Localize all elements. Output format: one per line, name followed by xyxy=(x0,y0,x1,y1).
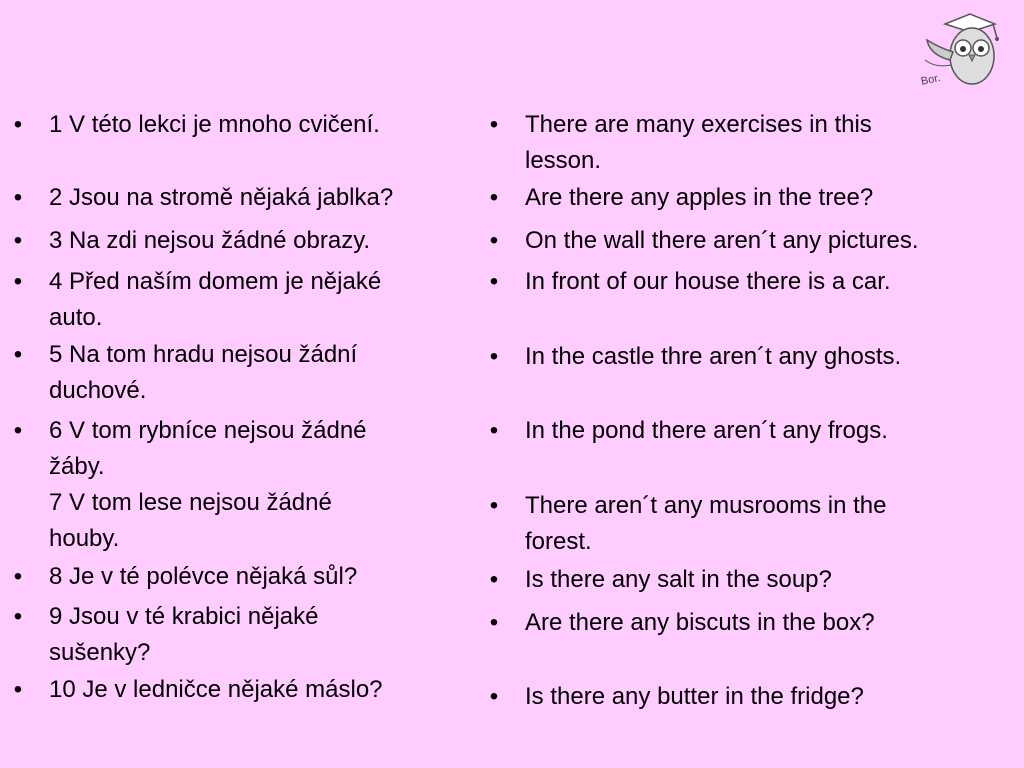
bullet-icon: • xyxy=(13,341,23,368)
czech-sentence-line: duchové. xyxy=(49,377,147,404)
czech-sentence-line: žáby. xyxy=(49,453,105,480)
bullet-icon: • xyxy=(489,227,499,254)
czech-sentence-line: 4 Před naším domem je nějaké xyxy=(49,268,382,295)
bullet-icon: • xyxy=(13,227,23,254)
czech-sentence-line: 10 Je v ledničce nějaké máslo? xyxy=(49,676,383,703)
czech-sentence-line: 1 V této lekci je mnoho cvičení. xyxy=(49,111,380,138)
bullet-icon: • xyxy=(13,111,23,138)
english-sentence-line: Are there any apples in the tree? xyxy=(525,184,874,211)
czech-sentence-line: 5 Na tom hradu nejsou žádní xyxy=(49,341,358,368)
bullet-icon: • xyxy=(489,417,499,444)
czech-sentence-line: 2 Jsou na stromě nějaká jablka? xyxy=(49,184,394,211)
bullet-icon: • xyxy=(489,492,499,519)
bullet-icon: • xyxy=(13,603,23,630)
czech-sentence-line: 7 V tom lese nejsou žádné xyxy=(49,489,332,516)
bullet-icon: • xyxy=(489,268,499,295)
english-sentence-line: There are many exercises in this xyxy=(525,111,872,138)
bullet-icon: • xyxy=(13,417,23,444)
bullet-icon: • xyxy=(13,184,23,211)
czech-sentence-line: 9 Jsou v té krabici nějaké xyxy=(49,603,319,630)
bullet-icon: • xyxy=(13,563,23,590)
bullet-icon: • xyxy=(489,683,499,710)
bullet-icon: • xyxy=(489,111,499,138)
english-sentence-line: In the castle thre aren´t any ghosts. xyxy=(525,343,902,370)
english-sentence-line: On the wall there aren´t any pictures. xyxy=(525,227,919,254)
english-sentence-line: Is there any butter in the fridge? xyxy=(525,683,864,710)
english-sentence-line: forest. xyxy=(525,528,592,555)
english-sentence-line: Are there any biscuts in the box? xyxy=(525,609,875,636)
czech-sentence-line: 8 Je v té polévce nějaká sůl? xyxy=(49,563,358,590)
bullet-icon: • xyxy=(489,343,499,370)
bullet-icon: • xyxy=(13,676,23,703)
czech-sentence-line: sušenky? xyxy=(49,639,151,666)
bullet-icon: • xyxy=(489,184,499,211)
bullet-icon: • xyxy=(489,609,499,636)
english-sentence-line: There aren´t any musrooms in the xyxy=(525,492,887,519)
english-sentence-line: In front of our house there is a car. xyxy=(525,268,891,295)
logo-signature: Bor. xyxy=(919,71,942,88)
owl-graduate-logo-icon xyxy=(915,10,1015,90)
czech-sentence-line: 3 Na zdi nejsou žádné obrazy. xyxy=(49,227,371,254)
czech-sentence-line: 6 V tom rybníce nejsou žádné xyxy=(49,417,367,444)
czech-sentence-line: houby. xyxy=(49,525,120,552)
english-sentence-line: In the pond there aren´t any frogs. xyxy=(525,417,888,444)
english-sentence-line: lesson. xyxy=(525,147,602,174)
bullet-icon: • xyxy=(489,566,499,593)
czech-sentence-line: auto. xyxy=(49,304,103,331)
bullet-icon: • xyxy=(13,268,23,295)
english-sentence-line: Is there any salt in the soup? xyxy=(525,566,832,593)
